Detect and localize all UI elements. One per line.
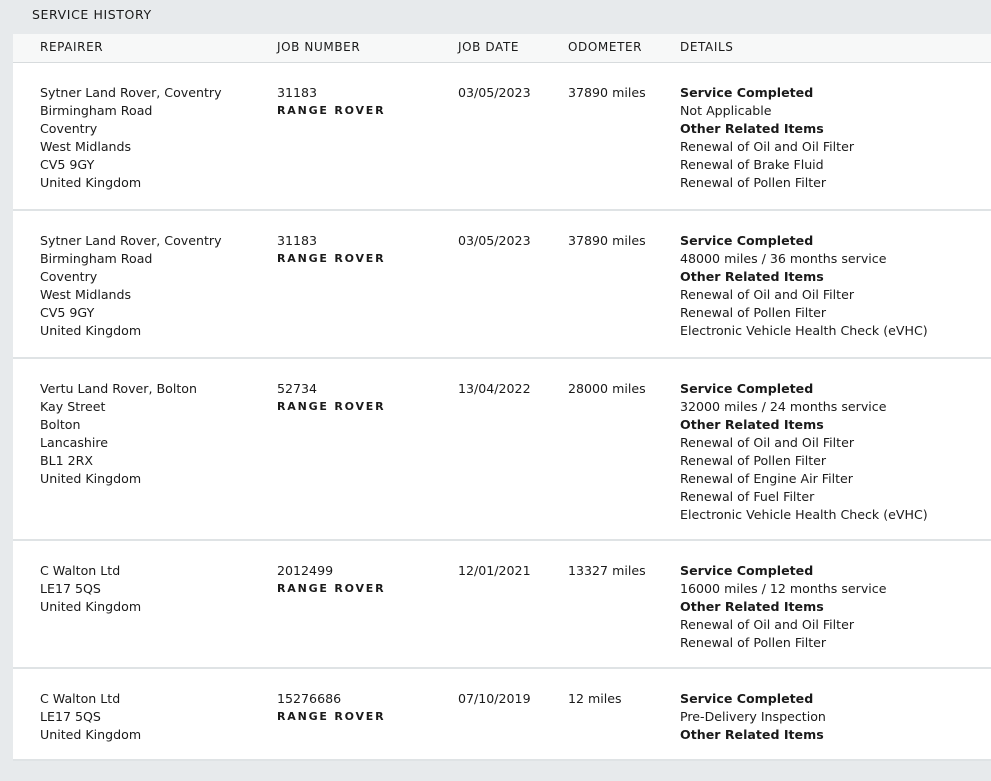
details-item: Renewal of Oil and Oil Filter bbox=[680, 287, 855, 302]
job-number: 2012499 bbox=[277, 563, 334, 578]
details-item: Not Applicable bbox=[680, 103, 772, 118]
details-item: Pre-Delivery Inspection bbox=[680, 709, 826, 724]
header-job-date: JOB DATE bbox=[458, 40, 520, 54]
job-number-cell bbox=[277, 562, 447, 598]
repairer-address-line: Sytner Land Rover, Coventry bbox=[40, 233, 222, 248]
details-item: 16000 miles / 12 months service bbox=[680, 581, 887, 596]
repairer-address-line: United Kingdom bbox=[40, 599, 142, 614]
section-title: SERVICE HISTORY bbox=[32, 7, 152, 22]
details-item: 32000 miles / 24 months service bbox=[680, 399, 887, 414]
repairer-address-line: Coventry bbox=[40, 269, 98, 284]
details-cell bbox=[680, 232, 980, 340]
odometer-reading: 12 miles bbox=[568, 691, 622, 706]
repairer-address-line: C Walton Ltd bbox=[40, 563, 121, 578]
job-number: 15276686 bbox=[277, 691, 342, 706]
details-item: Electronic Vehicle Health Check (eVHC) bbox=[680, 323, 928, 338]
repairer-address-line: Coventry bbox=[40, 121, 98, 136]
repairer-address-line: Birmingham Road bbox=[40, 251, 153, 266]
repairer-address-line: Bolton bbox=[40, 417, 81, 432]
table-row bbox=[13, 211, 991, 359]
details-item: Renewal of Oil and Oil Filter bbox=[680, 139, 855, 154]
vehicle-brand: RANGE ROVER bbox=[277, 400, 386, 413]
vehicle-brand: RANGE ROVER bbox=[277, 104, 386, 117]
job-date: 03/05/2023 bbox=[458, 85, 531, 100]
job-number: 31183 bbox=[277, 233, 318, 248]
repairer-address-line: LE17 5QS bbox=[40, 709, 101, 724]
service-history-table bbox=[13, 34, 991, 761]
repairer-address-line: United Kingdom bbox=[40, 727, 142, 742]
repairer-address-line: United Kingdom bbox=[40, 471, 142, 486]
repairer-cell bbox=[40, 84, 270, 192]
details-item: Renewal of Oil and Oil Filter bbox=[680, 617, 855, 632]
details-cell bbox=[680, 690, 980, 744]
details-heading: Service Completed bbox=[680, 233, 814, 248]
odometer-reading: 13327 miles bbox=[568, 563, 646, 578]
vehicle-brand: RANGE ROVER bbox=[277, 582, 386, 595]
details-item: Renewal of Fuel Filter bbox=[680, 489, 815, 504]
job-date: 03/05/2023 bbox=[458, 233, 531, 248]
repairer-address-line: West Midlands bbox=[40, 287, 132, 302]
details-item: Renewal of Pollen Filter bbox=[680, 305, 827, 320]
details-item: Electronic Vehicle Health Check (eVHC) bbox=[680, 507, 928, 522]
job-number-cell bbox=[277, 232, 447, 268]
header-job-number: JOB NUMBER bbox=[277, 40, 361, 54]
details-heading: Service Completed bbox=[680, 563, 814, 578]
table-row bbox=[13, 359, 991, 541]
details-heading: Other Related Items bbox=[680, 599, 824, 614]
details-heading: Other Related Items bbox=[680, 417, 824, 432]
repairer-cell bbox=[40, 690, 270, 744]
repairer-address-line: West Midlands bbox=[40, 139, 132, 154]
repairer-address-line: Vertu Land Rover, Bolton bbox=[40, 381, 197, 396]
details-heading: Other Related Items bbox=[680, 269, 824, 284]
vehicle-brand: RANGE ROVER bbox=[277, 252, 386, 265]
details-heading: Service Completed bbox=[680, 85, 814, 100]
details-item: Renewal of Brake Fluid bbox=[680, 157, 824, 172]
details-item: 48000 miles / 36 months service bbox=[680, 251, 887, 266]
repairer-address-line: United Kingdom bbox=[40, 323, 142, 338]
header-details: DETAILS bbox=[680, 40, 734, 54]
job-number: 31183 bbox=[277, 85, 318, 100]
repairer-address-line: CV5 9GY bbox=[40, 305, 95, 320]
details-heading: Other Related Items bbox=[680, 121, 824, 136]
repairer-address-line: Birmingham Road bbox=[40, 103, 153, 118]
job-date: 12/01/2021 bbox=[458, 563, 531, 578]
table-row bbox=[13, 541, 991, 669]
table-header bbox=[13, 34, 991, 63]
table-row bbox=[13, 63, 991, 211]
repairer-address-line: United Kingdom bbox=[40, 175, 142, 190]
repairer-cell bbox=[40, 562, 270, 616]
job-number-cell bbox=[277, 380, 447, 416]
header-repairer: REPAIRER bbox=[40, 40, 104, 54]
details-heading: Other Related Items bbox=[680, 727, 824, 742]
repairer-address-line: LE17 5QS bbox=[40, 581, 101, 596]
job-date: 07/10/2019 bbox=[458, 691, 531, 706]
repairer-address-line: CV5 9GY bbox=[40, 157, 95, 172]
job-number-cell bbox=[277, 84, 447, 120]
repairer-cell bbox=[40, 232, 270, 340]
repairer-address-line: BL1 2RX bbox=[40, 453, 94, 468]
details-item: Renewal of Engine Air Filter bbox=[680, 471, 853, 486]
repairer-cell bbox=[40, 380, 270, 488]
details-item: Renewal of Oil and Oil Filter bbox=[680, 435, 855, 450]
details-heading: Service Completed bbox=[680, 691, 814, 706]
table-body bbox=[13, 63, 991, 761]
details-cell bbox=[680, 84, 980, 192]
repairer-address-line: Sytner Land Rover, Coventry bbox=[40, 85, 222, 100]
job-number-cell bbox=[277, 690, 447, 726]
repairer-address-line: Kay Street bbox=[40, 399, 106, 414]
odometer-reading: 37890 miles bbox=[568, 85, 646, 100]
details-cell bbox=[680, 562, 980, 652]
details-item: Renewal of Pollen Filter bbox=[680, 453, 827, 468]
header-odometer: ODOMETER bbox=[568, 40, 643, 54]
vehicle-brand: RANGE ROVER bbox=[277, 710, 386, 723]
details-item: Renewal of Pollen Filter bbox=[680, 175, 827, 190]
table-row bbox=[13, 669, 991, 761]
repairer-address-line: Lancashire bbox=[40, 435, 109, 450]
odometer-reading: 28000 miles bbox=[568, 381, 646, 396]
details-heading: Service Completed bbox=[680, 381, 814, 396]
job-number: 52734 bbox=[277, 381, 318, 396]
job-date: 13/04/2022 bbox=[458, 381, 531, 396]
details-item: Renewal of Pollen Filter bbox=[680, 635, 827, 650]
repairer-address-line: C Walton Ltd bbox=[40, 691, 121, 706]
odometer-reading: 37890 miles bbox=[568, 233, 646, 248]
details-cell bbox=[680, 380, 980, 524]
